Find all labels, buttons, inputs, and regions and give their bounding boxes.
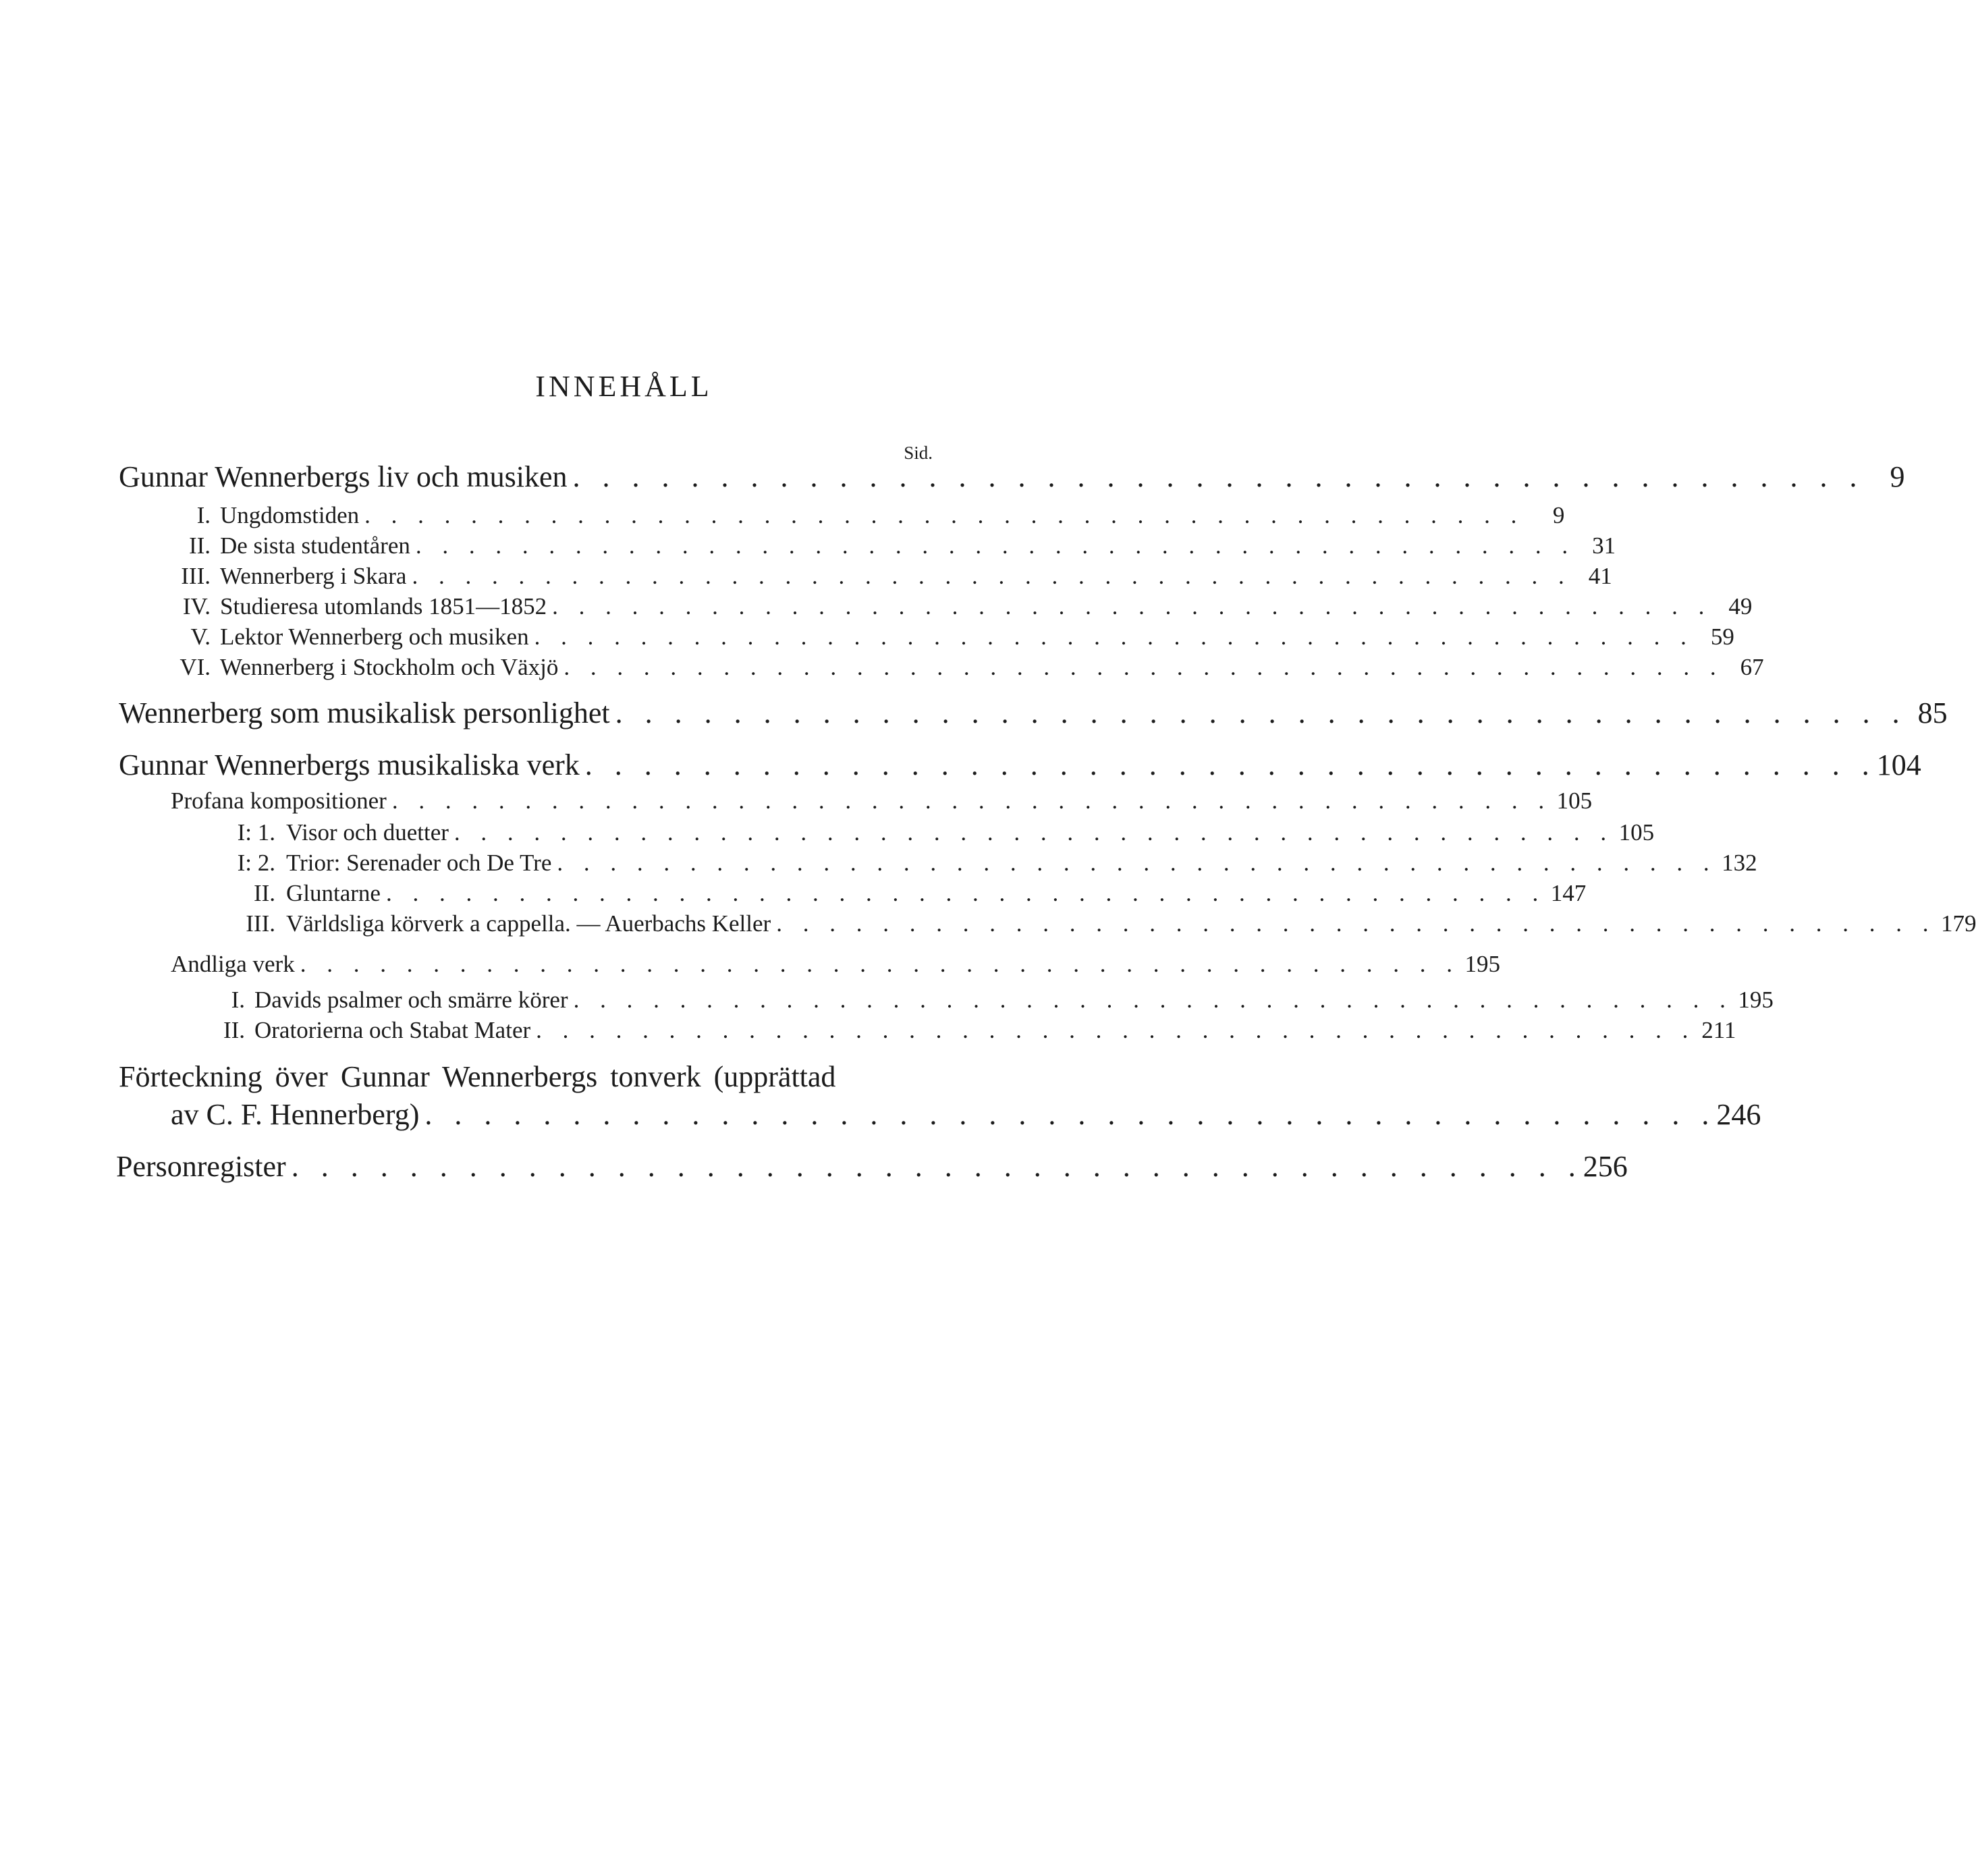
- toc-subheading: [171, 788, 1593, 820]
- dot-leader: . . . . . . . . . . . . . . . . . . . . . . . . . . . . . . . . . . . . . . . . . . . .: [536, 1017, 1696, 1043]
- toc-subentry: [171, 850, 1757, 882]
- toc-subentry-number: VI.: [180, 654, 211, 680]
- toc-entry-label: Gunnar Wennerbergs liv och musiken: [119, 460, 568, 493]
- toc-subentry-page: 67: [1740, 654, 1764, 680]
- toc-subentry-page: 179: [1940, 910, 1976, 937]
- toc-subentry-number: I: 2.: [237, 850, 275, 876]
- toc-subentry-page: 41: [1588, 563, 1612, 589]
- toc-subheading-label: Profana kompositioner: [171, 788, 387, 814]
- dot-leader: . . . . . . . . . . . . . . . . . . . . . . . . . . . . . . . . . . . . . . . . . . . .: [391, 788, 1552, 814]
- toc-subheading-label: Andliga verk: [171, 951, 295, 977]
- toc-subentry-label: Studieresa utomlands 1851—1852: [220, 593, 547, 619]
- toc-subentry: [171, 987, 1774, 1019]
- page-title: INNEHÅLL: [535, 370, 713, 403]
- toc-subentry: [135, 532, 1616, 565]
- toc-subentry-label: Världsliga körverk a cappella. — Auerbachs Keller: [286, 910, 771, 937]
- toc-subentry-label: Visor och duetter: [286, 819, 449, 846]
- dot-leader: . . . . . . . . . . . . . . . . . . . . . . . . . . . . . . . . . . . . . . . . . . . .: [776, 910, 1936, 937]
- toc-subentry: [135, 563, 1612, 595]
- toc-subheading: [171, 951, 1500, 983]
- dot-leader: . . . . . . . . . . . . . . . . . . . . . . . . . . . . . . . . . . . . . . . . . . . .: [385, 880, 1546, 906]
- dot-leader: . . . . . . . . . . . . . . . . . . . . . . . . . . . . . . . . . . . . . . . . . . . .: [291, 1150, 1583, 1183]
- toc-subentry-number: V.: [190, 624, 211, 650]
- dot-leader: . . . . . . . . . . . . . . . . . . . . . . . . . . . . . . . . . . . . . . . . . . . .: [454, 819, 1614, 846]
- dot-leader: . . . . . . . . . . . . . . . . . . . . . . . . . . . . . . . . . . . . . . . . . . . .: [615, 696, 1907, 729]
- toc-entry: [119, 460, 1905, 493]
- page-column-label: Sid.: [904, 443, 933, 463]
- toc-entry: [171, 1097, 1761, 1131]
- toc-subentry: [171, 910, 1976, 943]
- dot-leader: . . . . . . . . . . . . . . . . . . . . . . . . . . . . . . . . . . . . . . . . . . . .: [564, 654, 1724, 680]
- toc-subheading-page: 105: [1556, 788, 1593, 814]
- toc-subentry-label: Wennerberg i Stockholm och Växjö: [220, 654, 559, 680]
- toc-subentry: [135, 624, 1734, 656]
- toc-subentry-label: Wennerberg i Skara: [220, 563, 407, 589]
- toc-subentry-label: Gluntarne: [286, 880, 381, 906]
- toc-subentry-page: 49: [1728, 593, 1753, 619]
- toc-subentry: [135, 502, 1565, 534]
- toc-subentry-number: III.: [246, 910, 275, 937]
- dot-leader: . . . . . . . . . . . . . . . . . . . . . . . . . . . . . . . . . . . . . . . . . . . .: [415, 532, 1576, 559]
- toc-subentry-label: Lektor Wennerberg och musiken: [220, 624, 529, 650]
- toc-entry-label: av C. F. Hennerberg): [171, 1098, 420, 1131]
- toc-entry-label: Personregister: [116, 1150, 286, 1183]
- toc-subentry: [171, 819, 1655, 852]
- toc-subentry-label: De sista studentåren: [220, 532, 410, 559]
- toc-subentry-page: 9: [1552, 502, 1565, 528]
- toc-entry-page: 256: [1583, 1150, 1628, 1183]
- toc-subentry-page: 195: [1738, 987, 1774, 1013]
- toc-entry: [119, 696, 1948, 729]
- dot-leader: . . . . . . . . . . . . . . . . . . . . . . . . . . . . . . . . . . . . . . . . . . . .: [557, 850, 1717, 876]
- toc-subentry-number: II.: [188, 532, 211, 559]
- dot-leader: . . . . . . . . . . . . . . . . . . . . . . . . . . . . . . . . . . . . . . . . . . . .: [584, 748, 1877, 781]
- toc-entry-label: Gunnar Wennerbergs musikaliska verk: [119, 748, 580, 781]
- dot-leader: . . . . . . . . . . . . . . . . . . . . . . . . . . . . . . . . . . . . . . . . . . . .: [552, 593, 1712, 619]
- toc-entry: [116, 1149, 1628, 1183]
- toc-subentry-page: 132: [1722, 850, 1757, 876]
- toc-subentry-label: Trior: Serenader och De Tre: [286, 850, 552, 876]
- dot-leader: . . . . . . . . . . . . . . . . . . . . . . . . . . . . . . . . . . . . . . . . . . . .: [424, 1098, 1717, 1131]
- toc-subentry: [135, 654, 1764, 686]
- dot-leader: . . . . . . . . . . . . . . . . . . . . . . . . . . . . . . . . . . . . . . . . . . . .: [534, 624, 1694, 650]
- toc-subentry-page: 211: [1701, 1017, 1736, 1043]
- dot-leader: . . . . . . . . . . . . . . . . . . . . . . . . . . . . . . . . . . . . . . . . . . . .: [364, 502, 1525, 528]
- toc-subentry-page: 31: [1592, 532, 1616, 559]
- toc-subentry-number: IV.: [182, 593, 211, 619]
- toc-entry-page: 246: [1716, 1098, 1761, 1131]
- toc-subentry: [171, 880, 1587, 912]
- toc-subentry-page: 147: [1550, 880, 1587, 906]
- dot-leader: . . . . . . . . . . . . . . . . . . . . . . . . . . . . . . . . . . . . . . . . . . . .: [412, 563, 1572, 589]
- toc-subentry-label: Davids psalmer och smärre körer: [254, 987, 568, 1013]
- toc-entry-page: 104: [1876, 748, 1921, 781]
- toc-subentry: [171, 1017, 1736, 1049]
- toc-subentry-number: III.: [181, 563, 211, 589]
- toc-entry-label: Wennerberg som musikalisk personlighet: [119, 696, 610, 729]
- toc-subheading-page: 195: [1464, 951, 1500, 977]
- dot-leader: . . . . . . . . . . . . . . . . . . . . . . . . . . . . . . . . . . . . . . . . . . . .: [572, 460, 1865, 493]
- toc-subentry-number: I.: [196, 502, 211, 528]
- dot-leader: . . . . . . . . . . . . . . . . . . . . . . . . . . . . . . . . . . . . . . . . . . . .: [573, 987, 1733, 1013]
- toc-subentry-page: 59: [1710, 624, 1734, 650]
- toc-subentry-label: Oratorierna och Stabat Mater: [254, 1017, 531, 1043]
- toc-subentry-page: 105: [1618, 819, 1655, 846]
- toc-subentry-label: Ungdomstiden: [220, 502, 360, 528]
- toc-entry-page: 85: [1917, 696, 1948, 729]
- toc-subentry-number: I: 1.: [237, 819, 275, 846]
- toc-subentry-number: I.: [231, 987, 245, 1013]
- toc-subentry: [135, 593, 1753, 626]
- toc-entry: [119, 748, 1921, 781]
- toc-subentry-number: II.: [223, 1017, 245, 1043]
- toc-entry-page: 9: [1890, 460, 1905, 493]
- dot-leader: . . . . . . . . . . . . . . . . . . . . . . . . . . . . . . . . . . . . . . . . . . . .: [300, 951, 1460, 977]
- toc-subentry-number: II.: [253, 880, 275, 906]
- toc-entry-first-line: Förteckning över Gunnar Wennerbergs tonverk (upprättad: [119, 1060, 836, 1093]
